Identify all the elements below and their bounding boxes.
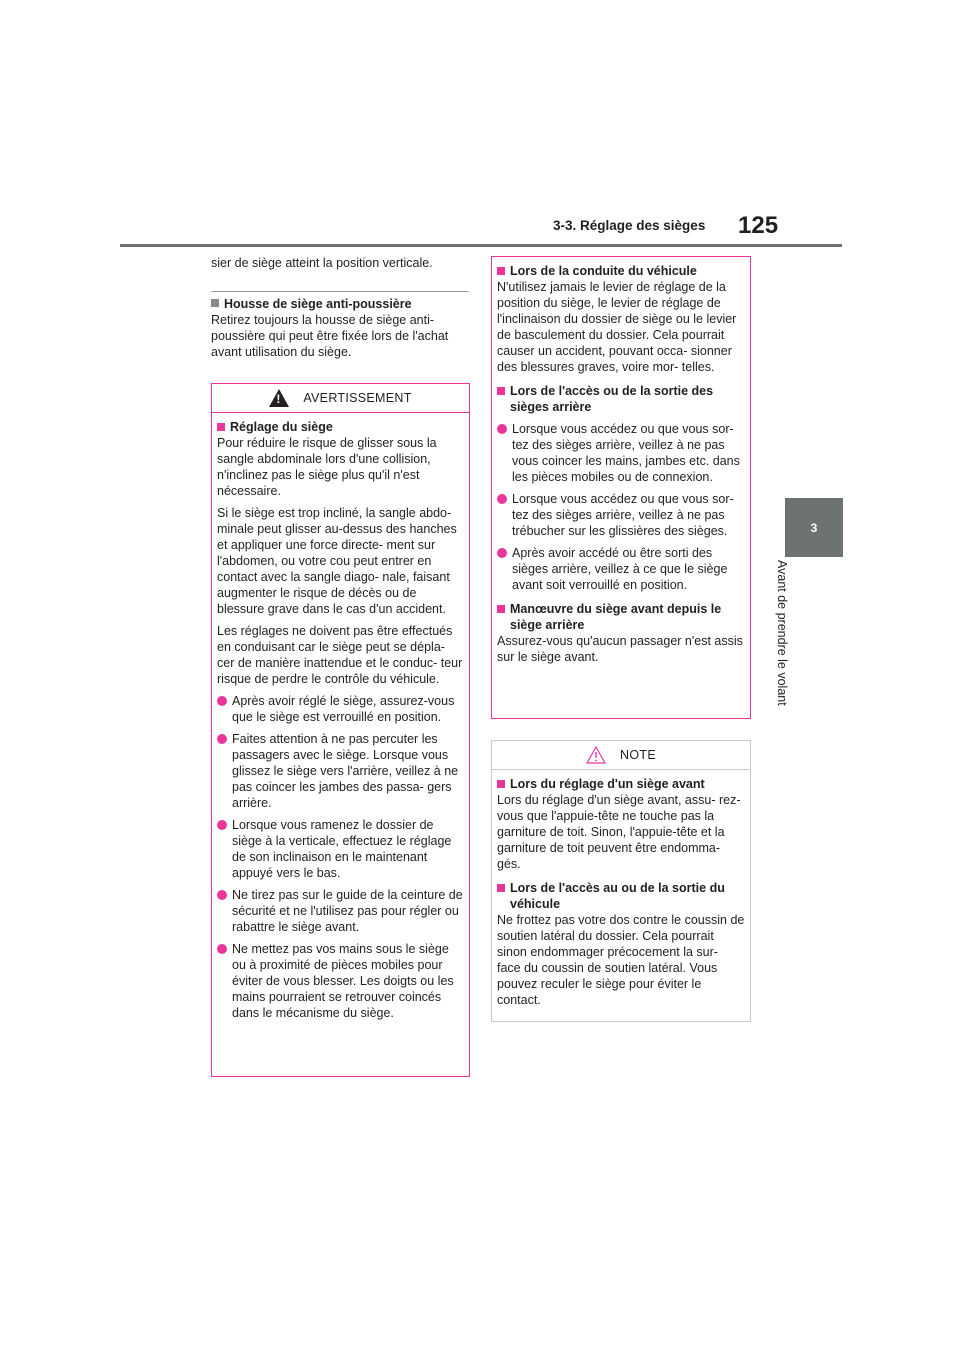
circle-bullet-icon xyxy=(497,548,507,558)
seat-adjust-heading: Réglage du siège xyxy=(230,420,333,434)
warning-body xyxy=(212,413,469,1033)
front-adjust-text: Lors du réglage d'un siège avant, assu- rez-vous que l'appuie-tête ne touche pas la garniture de toit. Sinon, l'appuie-tête et la garniture de toit peuvent être endomma- gés. xyxy=(497,793,741,871)
dust-cover-section xyxy=(211,296,469,360)
dust-cover-heading: Housse de siège anti-poussière xyxy=(211,296,469,312)
driving-heading-row xyxy=(497,263,745,279)
square-bullet-icon xyxy=(497,387,505,395)
warning-label: AVERTISSEMENT xyxy=(303,391,412,405)
rear-heading-row xyxy=(497,383,745,415)
exit-heading-row xyxy=(497,880,745,912)
dust-cover-text: Retirez toujours la housse de siège anti-poussière qui peut être fixée lors de l'achat avant utilisation du siège. xyxy=(211,313,449,359)
warning-box-continued xyxy=(491,256,751,719)
square-bullet-icon xyxy=(217,423,225,431)
list-item: Ne tirez pas sur le guide de la ceinture de sécurité et ne l'utilisez pas pour régler ou rabattre le siège avant. xyxy=(217,887,464,935)
circle-bullet-icon xyxy=(217,944,227,954)
square-bullet-icon xyxy=(211,299,219,307)
list-item: Lorsque vous ramenez le dossier de siège à la verticale, effectuez le réglage de son inclinaison en le maintenant appuyé vers le bas. xyxy=(217,817,464,881)
driving-text: N'utilisez jamais le levier de réglage de la position du siège, le levier de réglage de l'inclinaison du dossier de siège ou le levier de basculement du dossier. Cela pourrait causer un accident, pouvant occa- sionner des blessures graves, voire mor- telles. xyxy=(497,280,737,374)
seat-adjust-p3: Les réglages ne doivent pas être effectués en conduisant car le siège peut se dépla- cer de manière inattendue et le conduc- teur risque de perdre le contrôle du véhicule. xyxy=(217,624,463,686)
square-bullet-icon xyxy=(497,267,505,275)
front-from-rear-text: Assurez-vous qu'aucun passager n'est assis sur le siège avant. xyxy=(497,634,743,664)
square-bullet-icon xyxy=(497,884,505,892)
front-from-rear-heading: Manœuvre du siège avant depuis le siège arrière xyxy=(510,602,722,632)
circle-bullet-icon xyxy=(217,696,227,706)
left-column-top xyxy=(211,255,469,271)
warning-box xyxy=(211,383,470,1077)
section-title: 3-3. Réglage des sièges xyxy=(553,218,706,233)
divider xyxy=(211,291,469,292)
list-item: Ne mettez pas vos mains sous le siège ou à proximité de pièces mobiles pour éviter de vous blesser. Les doigts ou les mains pourraient se retrouver coincés dans le mécanisme du siège. xyxy=(217,941,464,1021)
circle-bullet-icon xyxy=(217,890,227,900)
list-item: Lorsque vous accédez ou que vous sor- tez des sièges arrière, veillez à ne pas trébucher sur les glissières des sièges. xyxy=(497,491,745,539)
list-item: Après avoir accédé ou être sorti des sièges arrière, veillez à ce que le siège avant soit verrouillé en position. xyxy=(497,545,745,593)
continuation-text: sier de siège atteint la position verticale. xyxy=(211,256,433,270)
front-adjust-heading: Lors du réglage d'un siège avant xyxy=(510,777,705,791)
note-header xyxy=(492,741,750,770)
note-box xyxy=(491,740,751,1022)
warning-header xyxy=(212,384,469,413)
note-body xyxy=(492,770,750,1020)
caution-triangle-icon xyxy=(586,746,606,764)
seat-adjust-p1: Pour réduire le risque de glisser sous la sangle abdominale lors d'une collision, n'inclinez pas le siège plus qu'il n'est nécessaire. xyxy=(217,436,437,498)
list-item: Après avoir réglé le siège, assurez-vous que le siège est verrouillé en position. xyxy=(217,693,464,725)
page-number: 125 xyxy=(738,212,779,239)
front-adjust-heading-row xyxy=(497,776,745,792)
circle-bullet-icon xyxy=(217,734,227,744)
chapter-label: Avant de prendre le volant xyxy=(775,560,789,706)
warning-triangle-icon xyxy=(269,389,289,407)
driving-heading: Lors de la conduite du véhicule xyxy=(510,264,697,278)
chapter-tab xyxy=(785,498,843,557)
exit-heading: Lors de l'accès au ou de la sortie du véhicule xyxy=(510,881,725,911)
chapter-number: 3 xyxy=(810,520,818,535)
exit-text: Ne frottez pas votre dos contre le coussin de soutien latéral du dossier. Cela pourrait sinon endommager précocement la sur- face du coussin de soutien latéral. Vous pouvez reculer le siège pour éviter le contact. xyxy=(497,913,745,1007)
note-label: NOTE xyxy=(620,748,656,762)
list-item: Faites attention à ne pas percuter les passagers avec le siège. Lorsque vous glissez le siège vers l'arrière, veillez à ne pas coincer les jambes des passa- gers arrière. xyxy=(217,731,464,811)
header-rule xyxy=(120,244,842,247)
rear-heading: Lors de l'accès ou de la sortie des sièges arrière xyxy=(510,384,714,414)
front-from-rear-heading-row xyxy=(497,601,745,633)
seat-adjust-heading-row xyxy=(217,419,464,435)
seat-adjust-p2: Si le siège est trop incliné, la sangle abdo- minale peut glisser au-dessus des hanches et appliquer une force directe- ment sur l'abdomen, ou votre cou peut entrer en contact avec la sangle diago- nale, faisant augmenter le risque de décès ou de blessure grave dans le cas d'un accident. xyxy=(217,506,457,616)
circle-bullet-icon xyxy=(497,424,507,434)
warning-continued-body xyxy=(492,257,750,677)
circle-bullet-icon xyxy=(497,494,507,504)
square-bullet-icon xyxy=(497,605,505,613)
list-item: Lorsque vous accédez ou que vous sor- tez des sièges arrière, veillez à ne pas vous coincer les mains, jambes etc. dans les pièces mobiles ou de connexion. xyxy=(497,421,745,485)
chapter-label-vertical xyxy=(775,560,819,730)
square-bullet-icon xyxy=(497,780,505,788)
circle-bullet-icon xyxy=(217,820,227,830)
